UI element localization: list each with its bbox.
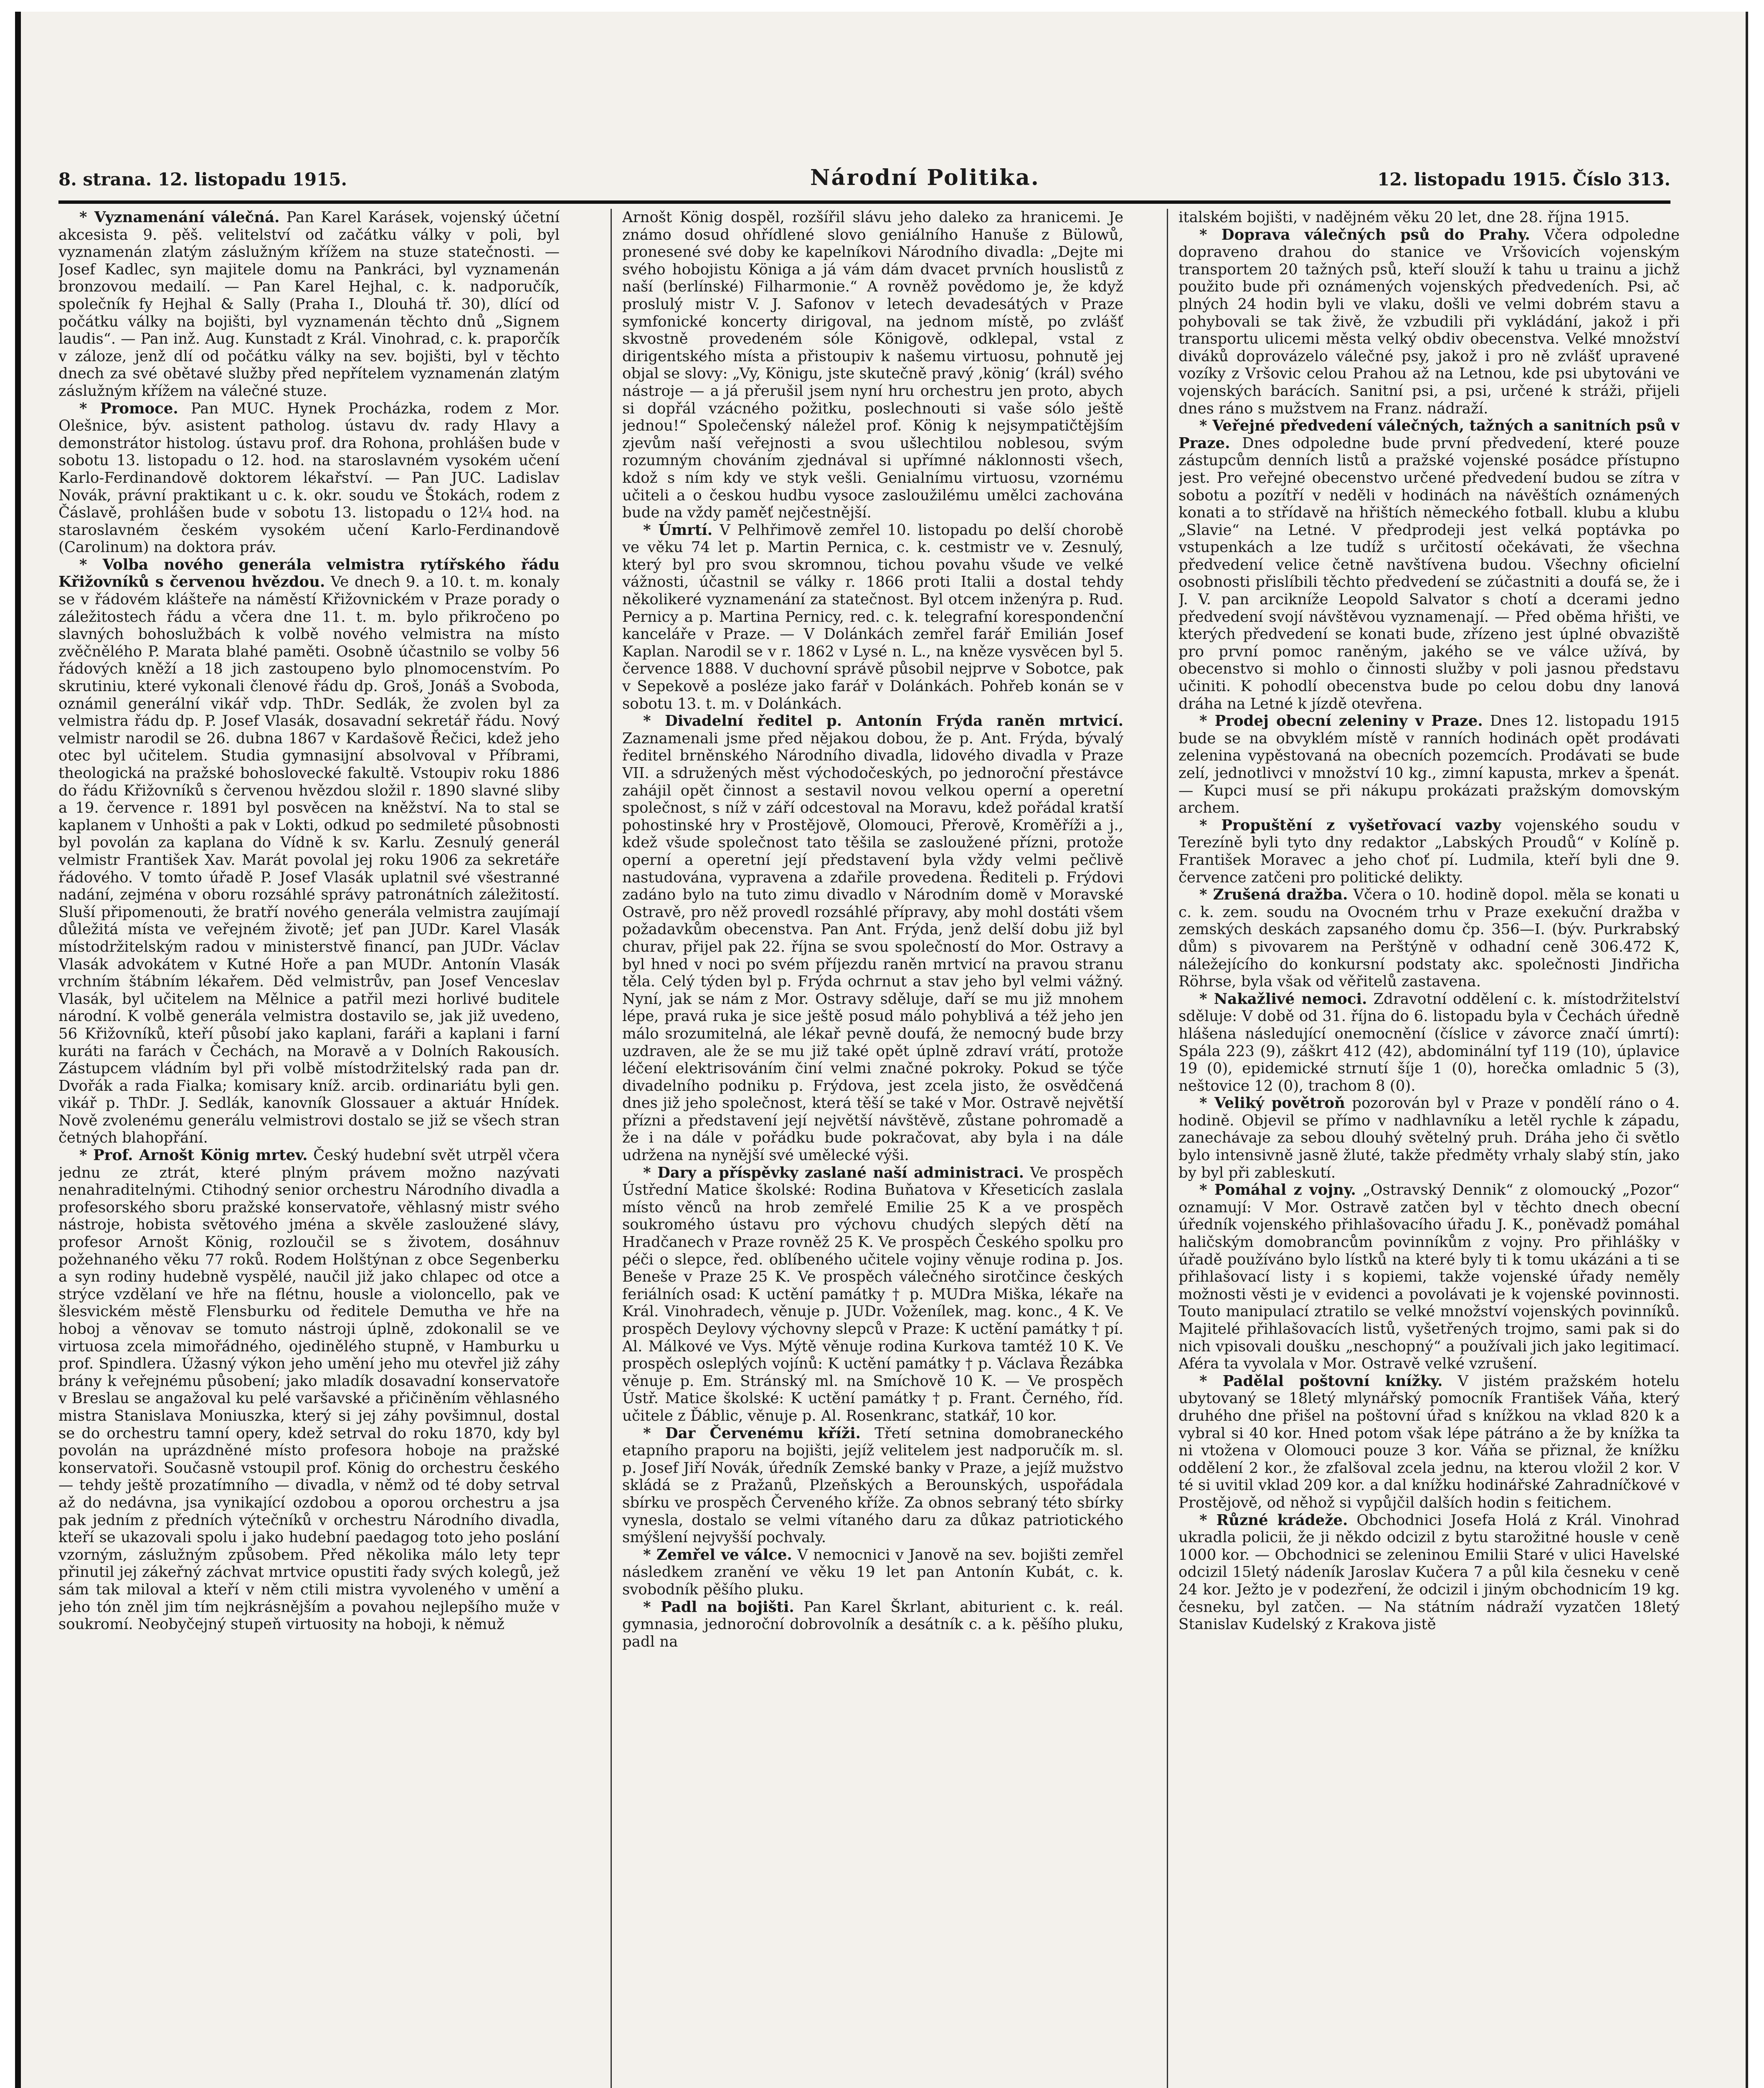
article-body: vojenského soudu v Terezíně byli tyto dny redaktor „Labských Proudů“ v Kolíně p. František Moravec a jeho choť pí. Ludmila, kteří byli dne 9. července zatčeni pro politické delikty. [1179,816,1680,886]
article-paragraph [1179,1512,1680,1633]
article-headline: * Nakažlivé nemoci. [1199,990,1367,1008]
article-headline: * Dar Červenému kříži. [643,1424,861,1442]
article-paragraph [1179,886,1680,991]
article-paragraph [1179,817,1680,886]
article-paragraph [1179,991,1680,1095]
article-headline: * Zemřel ve válce. [643,1546,792,1563]
article-body: Včera odpoledne dopraveno drahou do stanice ve Vršovicích vojenským transportem 20 tažných psů, kteří slouží k tahu u trainu a jichž použito bude při oznámených vojenských předvedeních. Psi, ač plných 24 hodin byli ve vlaku, došli ve velmi dobrém stavu a pohybovali se tak živě, že vzbudili při vykládání, jakož i při transportu ulicemi města velký obdiv obecenstva. Velké množství diváků doprovázelo válečné psy, jakož i pro ně zvlášť upravené vozíky z Vršovic celou Prahou až na Letnou, kde psi ubytováni ve vojenských barácích. Sanitní psi, a psi, určené k stráži, přijeli dnes ráno s mužstvem na Franz. nádraží. [1179,226,1680,417]
column-1 [58,209,560,2088]
column-divider [1167,209,1168,2088]
article-headline: * Zrušená dražba. [1199,886,1348,904]
article-headline: * Divadelní ředitel p. Antonín Frýda raněn mrtvicí. [643,712,1123,730]
column-3 [1179,209,1680,2088]
article-body: Dnes odpoledne bude první předvedení, které pouze zástupcům denních listů a pražské vojenské posádce přístupno jest. Pro veřejné obecenstvo určené předvedení budou se zítra v sobotu a pozítří v neděli v hodinách na návěštích oznámených konati a to střídavě na hřištích německého fotball. klubu a klubu „Slavie“ na Letné. V předprodeji jest velká poptávka po vstupenkách a lze tudíž s určitostí očekávati, že všechna předvedení velice četně navštívena budou. Všechny oficielní osobnosti přislíbili těchto předvedení se zúčastniti a doufá se, že i J. V. pan arcikníže Leopold Salvator s chotí a dcerami jedno předvedení svojí návštěvou vyznamenají. — Před oběma hřišti, ve kterých předvedení se konati bude, zřízeno jest úplné obvaziště pro první pomoc raněným, jakého se ve válce užívá, by obecenstvo si mohlo o činnosti služby v poli jasnou představu učiniti. K pohodlí obecenstva bude po celou dobu dny lanová dráha na Letné k jízdě otevřena. [1179,434,1680,712]
article-paragraph [622,712,1123,1164]
article-body: Pan MUC. Hynek Procházka, rodem z Mor. Olešnice, býv. asistent patholog. ústavu dv. rady Hlavy a demonstrátor histolog. ústavu prof. dra Rohona, prohlášen bude v sobotu 13. listopadu o 12. hod. na staroslavném vysokém učení Karlo-Ferdinandově doktorem lékařství. — Pan JUC. Ladislav Novák, právní praktikant u c. k. okr. soudu ve Štokách, rodem z Čáslavě, prohlášen bude v sobotu 13. listopadu o 12¼ hod. na staroslavném českém vysokém učení Karlo-Ferdinandově (Carolinum) na doktora práv. [58,400,560,556]
article-paragraph [1179,1373,1680,1512]
article-body: Zdravotní oddělení c. k. místodržitelství sděluje: V době od 31. října do 6. listopadu byla v Čechách úředně hlášena následující onemocnění (číslice v závorce značí úmrtí): Spála 223 (9), záškrt 412 (42), abdominální tyf 119 (10), úplavice 19 (0), epidemické strnutí šíje 1 (0), horečka omladnic 5 (3), neštovice 12 (0), trachom 8 (0). [1179,990,1680,1095]
article-paragraph [622,1425,1123,1546]
article-headline: * Prodej obecní zeleniny v Praze. [1199,712,1483,730]
article-body: Arnošt König dospěl, rozšířil slávu jeho daleko za hranicemi. Je známo dosud ohřídlené slovo geniálního Hanuše z Bülowů, pronesené své doby ke kapelníkovi Národního divadla: „Dejte mi svého hobojistu Königa a já vám dám dvacet prvních houslistů z naší (berlínské) Filharmonie.“ A rovněž povědomo je, že když proslulý mistr V. J. Safonov v letech devadesátých v Praze symfonické koncerty dirigoval, na jednom místě, po zvlášť skvostně provedeném sóle Königově, odklepal, vstal z dirigentského místa a přistoupiv k našemu virtuosu, pohnutě jej objal se slovy: „Vy, Königu, jste skutečně pravý ‚könig‘ (král) svého nástroje — a já přerušil jsem nyní hru orchestru jen proto, abych si dopřál vzácného požitku, poslechnouti si vaše sólo ještě jednou!“ Společenský náležel prof. König k nejsympatičtějším zjevům naší veřejnosti a svou ušlechtilou noblesou, svým rozumným chováním zjednával si upřímné náklonnosti všech, kdož s ním kdy ve styk vešli. Genialnímu virtuosu, vzornému učiteli a o českou hudbu vysoce zasloužilému umělci zachována bude na vždy paměť nejčestnější. [622,209,1123,522]
header-rule [58,200,1670,204]
article-paragraph [58,556,560,1147]
article-paragraph [622,1164,1123,1425]
article-body: italském bojišti, v nadějném věku 20 let, dne 28. října 1915. [1179,209,1630,226]
article-body: Ve dnech 9. a 10. t. m. konaly se v řádovém klášteře na náměstí Křižovnickém v Praze porady o záležitostech řádu a včera dne 11. t. m. bylo přikročeno po slavných bohoslužbách k volbě nového velmistra na místo zvěčnělého P. Marata blahé paměti. Osobně účastnilo se volby 56 řádových kněží a 18 jich zastoupeno bylo plnomocenstvím. Po skrutiniu, které vykonali členové řádu dp. Groš, Jonáš a Svoboda, oznámil generální vikář vdp. ThDr. Sedlák, že zvolen byl za velmistra řádu dp. P. Josef Vlasák, dosavadní sekretář řádu. Nový velmistr narodil se 26. dubna 1867 v Kardašově Řečici, kdež jeho otec byl učitelem. Studia gymnasijní absolvoval v Příbrami, theologická na pražské bohoslovecké fakultě. Vstoupiv roku 1886 do řádu Křižovníků s červenou hvězdou složil r. 1890 slavné sliby a 19. července r. 1891 byl posvěcen na kněžství. Na to stal se kaplanem v Unhošti a pak v Lokti, odkud po sedmileté působnosti byl povolán za kaplana do Vídně k sv. Karlu. Zesnulý generál velmistr František Xav. Marát povolal jej roku 1906 za sekretáře řádového. V tomto úřadě P. Josef Vlasák uplatnil své všestranné nadání, zejména v oboru rozsáhlé správy patronátních záležitostí. Sluší připomenouti, že bratří nového generála velmistra zaujímají důležitá místa ve veřejném životě; jeť pan JUDr. Karel Vlasák místodržitelským radou v ministerstvě financí, pan JUDr. Václav Vlasák advokátem v Kutné Hoře a pan MUDr. Antonín Vlasák vrchním štábním lékařem. Děd velmistrův, pan Josef Venceslav Vlasák, byl učitelem na Mělnice a patřil mezi horlivé buditele národní. K volbě generála velmistra dostavilo se, jak již uvedeno, 56 Křižovníků, kteří působí jako kaplani, faráři a kaplani i farní kuráti na farách v Čechách, na Moravě a v Dolních Rakousích. Zástupcem vládním byl při volbě místodržitelský rada pan dr. Dvořák a rada Fialka; komisary kníž. arcib. ordinariátu byli gen. vikář p. ThDr. J. Sedlák, kanovník Glossauer a aktuár Hnídek. Nově zvolenému generálu velmistrovi dostalo se již se všech stran četných blahopřání. [58,573,560,1147]
article-body: V nemocnici v Janově na sev. bojišti zemřel následkem zranění ve věku 19 let pan Antonín Kubát, c. k. svobodník pěšího pluku. [622,1546,1123,1598]
masthead-title: Národní Politika. [810,165,1040,190]
article-body: „Ostravský Dennik“ z olomoucký „Pozor“ oznamují: V Mor. Ostravě zatčen byl v těchto dnech obecní úředník vojenského přihlašovacího úřadu J. K., poněvadž pomáhal haličským domobrancům povinníkům z vojny. Pro přihlášky v úřadě používáno bylo lístků na které byly ti k tomu ukázáni a ti se přihlašovací listy i s kopiemi, takže vojenské úřady neměly možnosti věsti je v evidenci a povolávati je k vojenské povinnosti. Touto manipulací ztratilo se velké množství vojenských povinníků. Majitelé přihlašovacích listů, vyšetřených trojmo, sami pak si do nich vpisovali doušku „neschopný“ a používali jich jako legitimací. Aféra ta vyvolala v Mor. Ostravě velké vzrušení. [1179,1181,1680,1373]
article-paragraph [1179,226,1680,418]
article-paragraph [58,209,560,400]
article-body: Pan Karel Škrlant, abiturient c. k. reál. gymnasia, jednoroční dobrovolník a desátník c. a k. pěšího pluku, padl na [622,1598,1123,1650]
article-headline: * Doprava válečných psů do Prahy. [1199,226,1530,243]
article-paragraph [622,1599,1123,1651]
article-paragraph [622,1546,1123,1599]
article-paragraph [58,1147,560,1633]
article-paragraph [622,522,1123,713]
article-paragraph [1179,712,1680,817]
article-headline: * Padl na bojišti. [643,1598,794,1616]
article-body: Včera o 10. hodině dopol. měla se konati u c. k. zem. soudu na Ovocném trhu v Praze exekuční dražba v zemských deskách zapsaného domu čp. 356—I. (býv. Purkrabský dům) s pivovarem na Perštýně v odhadní ceně 306.472 K, náležejícího do konkursní podstaty akc. společnosti Jindřicha Röhrse, byla však od věřitelů zastavena. [1179,886,1680,991]
article-body: Obchodnici Josefa Holá z Král. Vinohrad ukradla policii, že ji někdo odcizil z bytu starožitné housle v ceně 1000 kor. — Obchodnici se zeleninou Emilii Staré v ulici Havelské odcizil 15letý nádeník Jaroslav Kučera 7 a půl kila česneku v ceně 24 kor. Ježto je v podezření, že odcizil i jiným obchodnicím 19 kg. česneku, byl zatčen. — Na státním nádraží vyzatčen 18letý Stanislav Kudelský z Krakova jistě [1179,1511,1680,1633]
article-body: Český hudební svět utrpěl včera jednu ze ztrát, které plným právem možno nazývati nenahraditelnými. Ctihodný senior orchestru Národního divadla a profesorského sboru pražské konservatoře, věhlasný mistr svého nástroje, hobista světového jména a skvěle zasloužené slávy, profesor Arnošt König, rozloučil se s životem, dosáhnuv požehnaného věku 77 roků. Rodem Holštýnan z obce Segenberku a syn rodiny hudebně vyspělé, naučil již jako chlapec od otce a strýce vzdělaní ve hře na flétnu, housle a violoncello, pak ve šlesvickém městě Flensburku od ředitele Demutha ve hře na hoboj a věnovav se tomuto nástroji úplně, zdokonalil se ve virtuosa zcela mimořádného, ojedinělého stupně, v Hamburku u prof. Spindlera. Úžasný výkon jeho umění jeho mu otevřel již záhy brány k veřejnému působení; jako mladík dosavadní konservatoře v Breslau se angažoval ku pelé varšavské a přičiněním věhlasného mistra Stanislava Moniuszka, který si jej záhy povšimnul, dostal se do orchestru tamní opery, kdež setrval do roku 1870, kdy byl povolán na uprázdněné místo profesora hoboje na pražské konservatoři. Současně vstoupil prof. König do orchestru českého — tehdy ještě prozatímního — divadla, v němž od té doby setrval až do nedávna, jsa vynikající ozdobou a oporou orchestru a jsa pak jedním z předních výtečníků v orchestru Národního divadla, kteří se ukazovali spolu i jako hudební paedagog toto jeho poslání vzorným, záslužným způsobem. Před několika málo lety tepr přinutil jej zákeřný záchvat mrtvice opustiti řady svých kolegů, jež sám tak miloval a kteří v něm ctili mistra vyvoleného v umění a jeho tón zněl jim tím nejkrásnějším a povahou nejlepšího muže v soukromí. Neobyčejný stupeň virtuosity na hoboji, k němuž [58,1147,560,1633]
article-headline: * Úmrtí. [643,521,713,539]
article-headline: * Různé krádeže. [1199,1511,1348,1529]
article-paragraph [1179,1095,1680,1181]
article-paragraph [622,209,1123,522]
article-headline: * Padělal poštovní knížky. [1199,1372,1443,1390]
header-date-left: 8. strana. 12. listopadu 1915. [58,169,347,190]
article-body: Ve prospěch Ústřední Matice školské: Rodina Buňatova v Křeseticích zaslala místo věnců na hrob zemřelé Emilie 25 K a ve prospěch soukromého ústavu pro výchovu chudých slepých dětí na Hradčanech v Praze rovněž 25 K. Ve prospěch Českého spolku pro péči o slepce, řed. oblíbeného učitele vojiny věnuje rodina p. Jos. Beneše v Praze 25 K. Ve prospěch válečného sirotčince českých feriálních osad: K uctění památky † p. MUDra Miška, lékaře na Král. Vinohradech, věnuje p. JUDr. Voženílek, mag. konc., 4 K. Ve prospěch Deylovy výchovny slepců v Praze: K uctění památky † pí. Al. Málkové ve Vys. Mýtě věnuje rodina Kurkova tamtéž 10 K. Ve prospěch osleplých vojínů: K uctění památky † p. Václava Řezábka věnuje p. Em. Stránský ml. na Smíchově 10 K. — Ve prospěch Ústř. Matice školské: K uctění památky † p. Frant. Černého, říd. učitele z Ďáblic, věnuje p. Al. Rosenkranc, statkář, 10 kor. [622,1164,1123,1424]
article-paragraph [58,400,560,556]
article-paragraph [1179,209,1680,226]
article-paragraph [1179,417,1680,712]
column-2 [622,209,1123,2088]
header-date-right: 12. listopadu 1915. Číslo 313. [1377,169,1670,190]
article-paragraph [1179,1181,1680,1373]
article-body: V jistém pražském hotelu ubytovaný se 18letý mlynářský pomocník František Váňa, který druhého dne přišel na poštovní úřad s knížkou na vklad 820 k a vybral si 40 kor. Hned potom však lépe pátráno a že by knížka ta ni vtožena v Olomouci pouze 3 kor. Váňa se přiznal, že knížku oddělení 2 kor., že zfalšoval zcela jednu, na kterou vložil 2 kor. V té si uvitil vklad 209 kor. a dal knížku hodinářské Zahradníčkové v Prostějově, od něhož si vypůjčil dalších hodin s feitichem. [1179,1372,1680,1511]
article-headline: * Vyznamenání válečná. [79,209,280,226]
article-headline: * Volba nového generála velmistra rytířského řádu Křižovníků s červenou hvězdou. [58,556,560,591]
article-body: Pan Karel Karásek, vojenský účetní akcesista 9. pěš. velitelství od začátku války v poli, byl vyznamenán zlatým záslužným křížem na stuze statečnosti. — Josef Kadlec, syn majitele domu na Pankráci, byl vyznamenán bronzovou medailí. — Pan Karel Hejhal, c. k. nadporučík, společník fy Hejhal & Sally (Praha I., Dlouhá tř. 30), dlící od počátku války na bojišti, byl vyznamenán těchto dnů „Signem laudis“. — Pan inž. Aug. Kunstadt z Král. Vinohrad, c. k. praporčík v záloze, jenž dlí od počátku války na sev. bojišti, byl v těchto dnech za své obětavé služby před nepřítelem vyznamenán zlatým záslužným křížem na válečné stuze. [58,209,560,400]
article-headline: * Veliký povětroň [1199,1095,1345,1112]
article-body: Dnes 12. listopadu 1915 bude se na obvyklém místě v ranních hodinách opět prodávati zelenina vypěstovaná na obecních pozemcích. Prodávati se bude zelí, jednotlivci v množství 10 kg., zimní kapusta, mrkev a špenát. — Kupci musí se při nákupu prokázati pražským domovským archem. [1179,712,1680,817]
article-headline: * Dary a příspěvky zaslané naší administraci. [643,1164,1024,1181]
article-body: V Pelhřimově zemřel 10. listopadu po delší chorobě ve věku 74 let p. Martin Pernica, c. k. cestmistr ve v. Zesnulý, který byl pro svou skromnou, tichou povahu všude ve velké vážnosti, účastnil se války r. 1866 proti Italii a dostal tehdy několikeré vyznamenání za statečnost. Byl otcem inženýra p. Rud. Pernicy a p. Martina Pernicy, red. c. k. telegrafní korespondenční kanceláře v Praze. — V Dolánkách zemřel farář Emilián Josef Kaplan. Narodil se v r. 1862 v Lysé n. L., na kněze vysvěcen byl 5. července 1888. V duchovní správě působil nejprve v Sobotce, pak v Sepekově a posléze jako farář v Dolánkách. Pohřeb konán se v sobotu 13. t. m. v Dolánkách. [622,521,1123,712]
article-headline: * Promoce. [79,400,178,417]
article-headline: * Pomáhal z vojny. [1199,1181,1356,1199]
article-body: Třetí setnina domobraneckého etapního praporu na bojišti, jejíž velitelem jest nadporučík m. sl. p. Josef Jiří Novák, úředník Zemské banky v Praze, a jejíž mužstvo skládá se z Pražanů, Plzeňských a Berounských, uspořádala sbírku ve prospěch Červeného kříže. Za obnos sebraný této sbírky vynesla, dostalo se velmi vítaného daru za důkaz patriotického smýšlení nejvyšší pochvaly. [622,1424,1123,1546]
article-body: pozorován byl v Praze v pondělí ráno o 4. hodině. Objevil se přímo v nadhlavníku a letěl rychle k západu, zanechávaje za sebou dlouhý světelný pruh. Dráha jeho či světlo bylo intensivně jasně žluté, takže předměty vrhaly slabý stín, jako by byl při zableskutí. [1179,1095,1680,1181]
column-divider [611,209,612,2088]
article-headline: * Veřejné předvedení válečných, tažných a sanitních psů v Praze. [1179,417,1680,452]
page-header [58,165,1670,198]
article-headline: * Prof. Arnošt König mrtev. [79,1147,308,1164]
article-headline: * Propuštění z vyšetřovací vazby [1199,816,1501,834]
article-body: Zaznamenali jsme před nějakou dobou, že p. Ant. Frýda, bývalý ředitel brněnského Národního divadla, lidového divadla v Praze VII. a sdružených měst východočeských, po jednoroční přestávce zahájil opět činnost a sestavil novou velkou operní a operetní společnost, s níž v září odcestoval na Moravu, kdež pořádal kratší pohostinské hry v Prostějově, Olomouci, Přerově, Kroměříži a j., kdež všude společnost tato těšila se zasloužené přízni, protože operní a operetní její představení byla vždy velmi pečlivě nastudována, vypravena a zdařile provedena. Řediteli p. Frýdovi zadáno bylo na tuto zimu divadlo v Národním domě v Moravské Ostravě, pro něž provedl rozsáhlé přípravy, aby mohl dostáti všem požadavkům obecenstva. Pan Ant. Frýda, jenž delší dobu již byl churav, přijel pak 22. října se svou společností do Mor. Ostravy a byl hned v noci po svém příjezdu raněn mrtvicí na pravou stranu těla. Celý týden byl p. Frýda ochrnut a stav jeho byl velmi vážný. Nyní, jak se nám z Mor. Ostravy sděluje, daří se mu již mnohem lépe, pravá ruka je sice ještě posud málo pohyblivá a též jeho jen málo srozumitelná, ale lékař pevně doufá, že nemocný bude brzy uzdraven, ale že se mu již také opět úplně zdraví vrátí, protože léčení elektrisováním činí velmi značné pokroky. Pokud se týče divadelního podniku p. Frýdova, jest zcela jisto, že osvědčená dnes již jeho společnost, která těší se také v Mor. Ostravě největší přízni a představení její největší návštěvě, zůstane pohromadě a že i na dále v pořádku bude pokračovat, aby byla i na dále udržena na nynější své umělecké výši. [622,730,1123,1164]
